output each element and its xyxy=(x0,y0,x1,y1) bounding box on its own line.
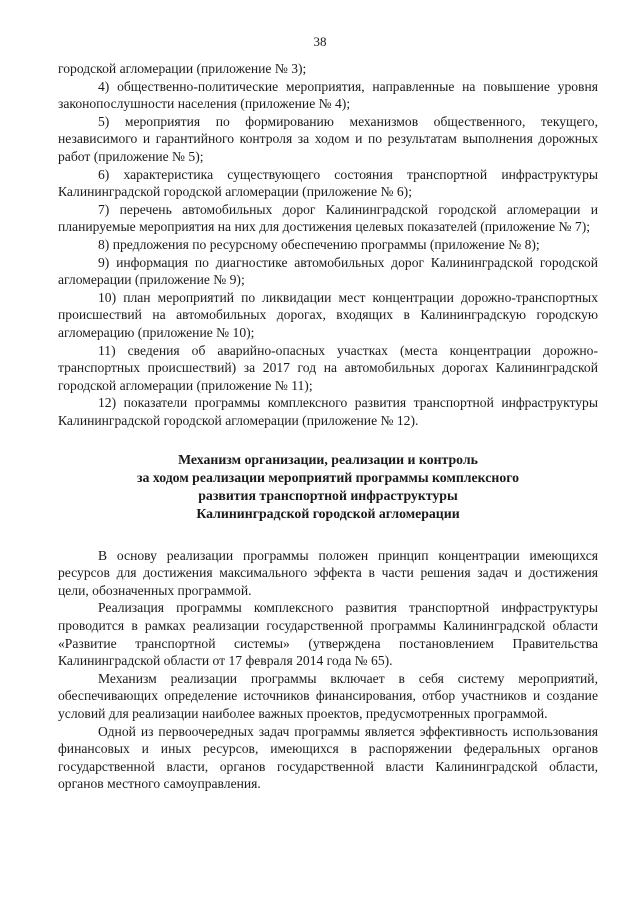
list-item: 6) характеристика существующего состояния транспортной инфраструктуры Калининградской городской агломерации (приложение № 6); xyxy=(58,166,598,200)
heading-line: Калининградской городской агломерации xyxy=(196,505,460,521)
heading-line: за ходом реализации мероприятий программы комплексного xyxy=(136,470,520,486)
list-item: 12) показатели программы комплексного развития транспортной инфраструктуры Калининградской городской агломерации (приложение № 12). xyxy=(58,395,598,428)
list-item: городской агломерации (приложение № 3); xyxy=(58,61,307,76)
appendix-list xyxy=(58,60,598,429)
list-item: 4) общественно-политические мероприятия, направленные на повышение уровня законопослушности населения (приложение № 4); xyxy=(58,78,598,112)
body-paragraph: Одной из первоочередных задач программы является эффективность использования финансовых и иных ресурсов, имеющихся в распоряжении федеральных органов государственной власти, органов государственной власти Калининградской области, органов местного самоуправления. xyxy=(58,723,598,792)
body-paragraph: В основу реализации программы положен принцип концентрации имеющихся ресурсов для достижения максимального эффекта в части решения задач и достижения цели, обозначенных программой. xyxy=(58,547,598,598)
heading-line: Механизм организации, реализации и контроль xyxy=(178,452,478,468)
page-content xyxy=(58,60,598,793)
page-number: 38 xyxy=(313,34,327,49)
body-paragraph: Реализация программы комплексного развития транспортной инфраструктуры проводится в рамках реализации государственной программы Калининградской области «Развитие транспортной системы» (утверждена постановлением Правительства Калининградской области от 17 февраля 2014 года № 65). xyxy=(58,600,598,669)
list-item: 11) сведения об аварийно-опасных участках (места концентрации дорожно-транспортных происшествий) за 2017 год на автомобильных дорогах Калининградской городской агломерации (приложение № 11); xyxy=(58,342,598,393)
list-item: 7) перечень автомобильных дорог Калининградской городской агломерации и планируемые мероприятия на них для достижения целевых показателей (приложение № 7); xyxy=(58,201,598,235)
body-paragraph: Механизм реализации программы включает в себя систему мероприятий, обеспечивающих определение источников финансирования, отбор участников и создание условий для реализации наиболее важных проектов, предусмотренных программой. xyxy=(58,670,598,721)
list-item: 8) предложения по ресурсному обеспечению программы (приложение № 8); xyxy=(98,236,540,252)
section-body xyxy=(58,547,598,793)
list-item: 5) мероприятия по формированию механизмов общественного, текущего, независимого и гарантийного контроля за ходом и по результатам выполнения дорожных работ (приложение № 5); xyxy=(58,113,598,164)
list-item: 9) информация по диагностике автомобильных дорог Калининградской городской агломерации (приложение № 9); xyxy=(58,254,598,288)
list-item: 10) план мероприятий по ликвидации мест концентрации дорожно-транспортных происшествий на автомобильных дорогах, входящих в Калининградскую городскую агломерацию (приложение № 10); xyxy=(58,289,598,340)
heading-line: развития транспортной инфраструктуры xyxy=(198,488,458,504)
section-heading xyxy=(58,451,598,522)
